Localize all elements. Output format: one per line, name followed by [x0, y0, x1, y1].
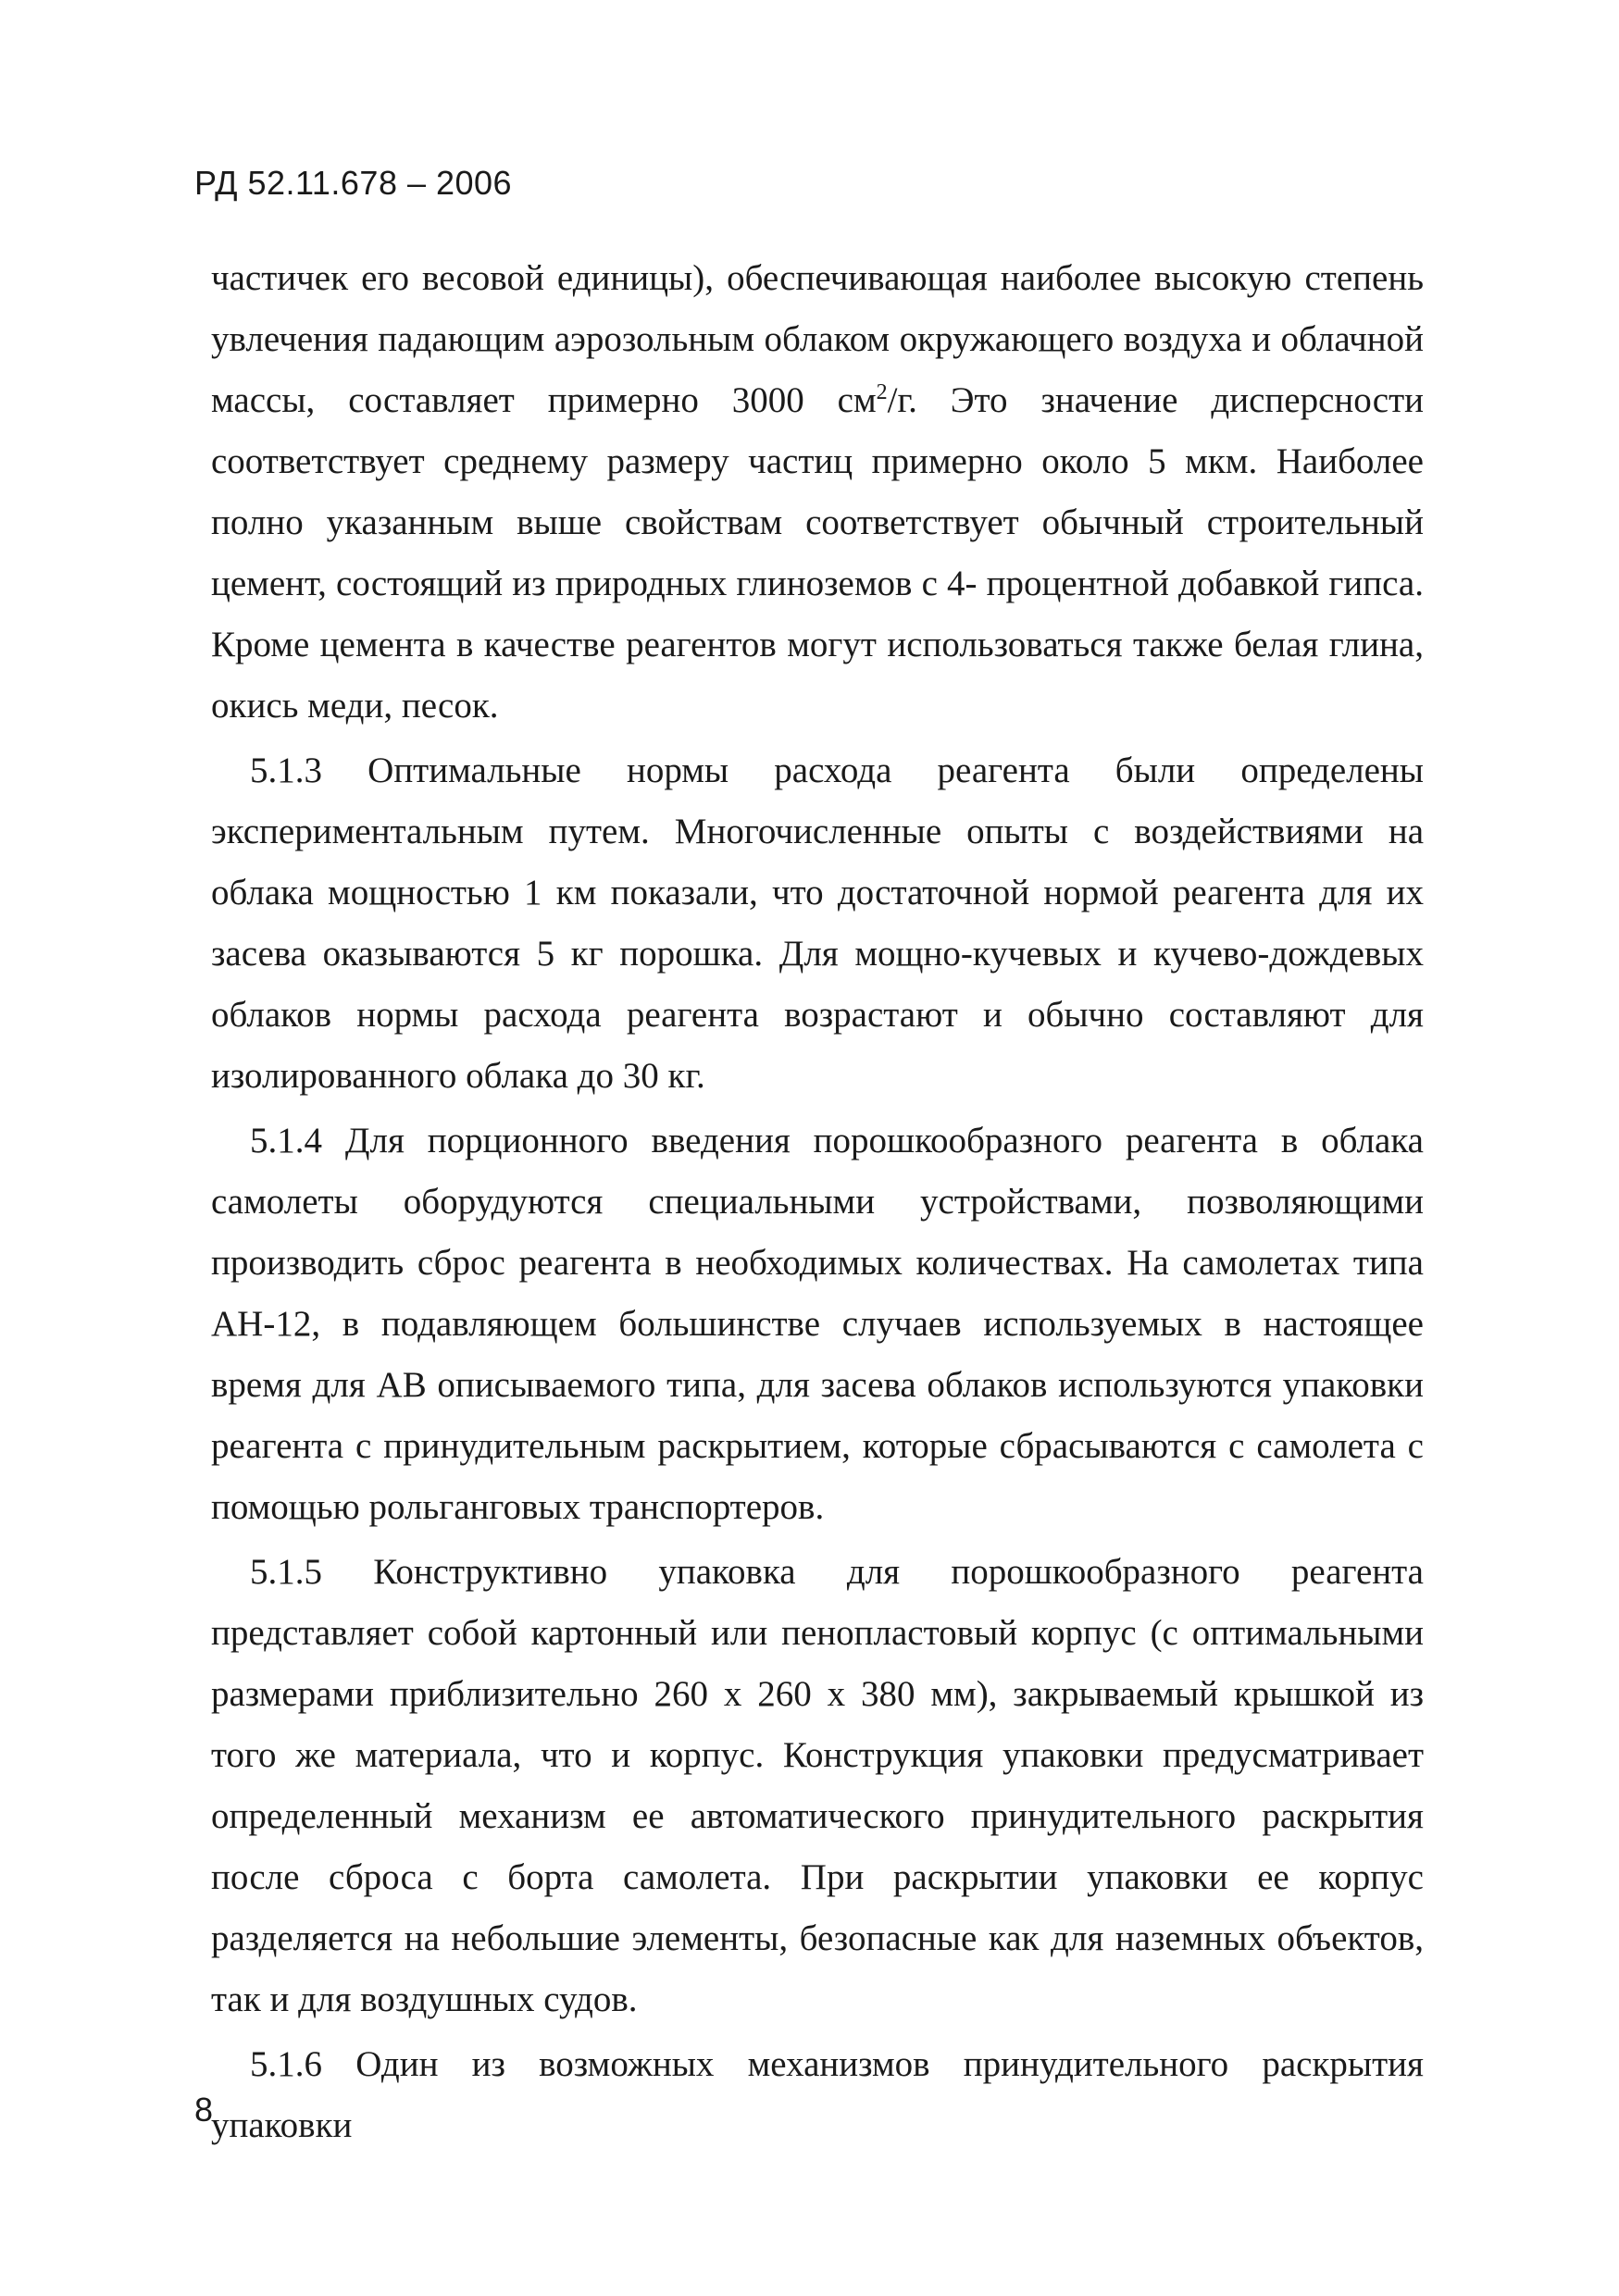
paragraph-5-1-6: 5.1.6 Один из возможных механизмов принудительного раскрытия упаковки — [211, 2044, 1424, 2145]
paragraph-5-1-4: 5.1.4 Для порционного введения порошкообразного реагента в облака самолеты оборудуются специальными устройствами, позволяющими производить сброс реагента в необходимых количествах. На самолетах типа АН-12, в подавляющем большинстве случаев используемых в настоящее время для АВ описываемого типа, для засева облаков используются упаковки реагента с принудительным раскрытием, которые сбрасываются с самолета с помощью рольганговых транспортеров. — [211, 1121, 1424, 1527]
superscript-exponent: 2 — [876, 380, 888, 404]
body-text — [211, 248, 1424, 2160]
paragraph-dispersion — [211, 248, 1424, 737]
page-number: 8 — [194, 2091, 214, 2128]
paragraph-5-1-3: 5.1.3 Оптимальные нормы расхода реагента были определены экспериментальным путем. Многочисленные опыты с воздействиями на облака мощностью 1 км показали, что достаточной нормой реагента для их засева оказываются 5 кг порошка. Для мощно-кучевых и кучево-дождевых облаков нормы расхода реагента возрастают и обычно составляют для изолированного облака до 30 кг. — [211, 751, 1424, 1096]
document-code-header: РД 52.11.678 – 2006 — [194, 164, 513, 202]
paragraph-dispersion-text-start: частичек его весовой единицы), обеспечивающая наиболее высокую степень увлечения падающим аэрозольным облаком окружающего воздуха и облачной массы, составляет примерно 3000 см — [211, 258, 1424, 420]
paragraph-dispersion-text-end: /г. Это значение дисперсности соответствует среднему размеру частиц примерно около 5 мкм. Наиболее полно указанным выше свойствам соответствует обычный строительный цемент, состоящий из природных глиноземов с 4- процентной добавкой гипса. Кроме цемента в качестве реагентов могут использоваться также белая глина, окись меди, песок. — [211, 380, 1424, 726]
paragraph-5-1-5: 5.1.5 Конструктивно упаковка для порошкообразного реагента представляет собой картонный или пенопластовый корпус (с оптимальными размерами приблизительно 260 х 260 х 380 мм), закрываемый крышкой из того же материала, что и корпус. Конструкция упаковки предусматривает определенный механизм ее автоматического принудительного раскрытия после сброса с борта самолета. При раскрытии упаковки ее корпус разделяется на небольшие элементы, безопасные как для наземных объектов, так и для воздушных судов. — [211, 1552, 1424, 2019]
